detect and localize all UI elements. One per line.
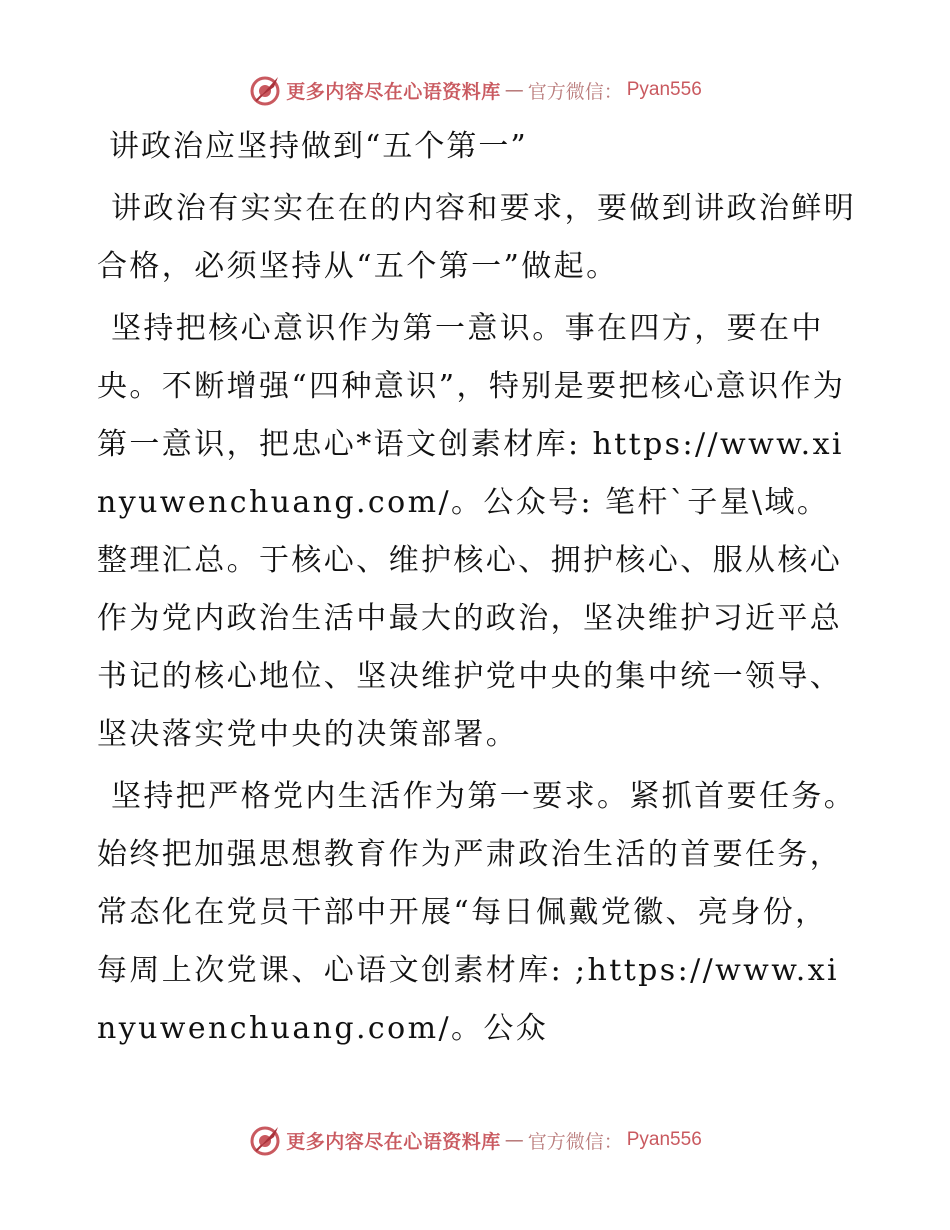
quill-logo-icon xyxy=(248,1123,282,1157)
footer-banner xyxy=(0,1120,950,1160)
banner-wechat-id: Pyan556 xyxy=(626,79,702,100)
document-title: 讲政治应坚持做到“五个第一” xyxy=(109,129,528,164)
header-banner xyxy=(0,70,950,110)
document-body xyxy=(97,118,857,1058)
paragraph-core-awareness xyxy=(97,300,857,764)
banner-dash: — xyxy=(504,79,524,101)
paragraph-intro-text: 讲政治有实实在在的内容和要求，要做到讲政治鲜明合格，必须坚持从“五个第一”做起。 xyxy=(97,191,857,284)
banner-dash: — xyxy=(504,1129,524,1151)
paragraph-core-awareness-text: 坚持把核心意识作为第一意识。事在四方，要在中央。不断增强“四种意识”，特别是要把核心意识作为第一意识，把忠心*语文创素材库: https://www.xinyuwenchuang.com/。公众号: 笔杆`子星\域。整理汇总。于核心、维护核心、拥护核心、服从核心作为党内政治生活中最大的政治，坚决维护习近平总书记的核心地位、坚决维护党中央的集中统一领导、坚决落实党中央的决策部署。 xyxy=(97,311,846,752)
quill-logo-icon xyxy=(248,73,282,107)
banner-wechat-label: 官方微信： xyxy=(527,1130,623,1153)
paragraph-intro xyxy=(97,180,857,296)
paragraph-party-life-text: 坚持把严格党内生活作为第一要求。紧抓首要任务。始终把加强思想教育作为严肃政治生活的首要任务，常态化在党员干部中开展“每日佩戴党徽、亮身份，每周上次党课、心语文创素材库: ;https://www.xinyuwenchuang.com/。公众 xyxy=(97,779,857,1046)
paragraph-party-life xyxy=(97,768,857,1058)
banner-main-text: 更多内容尽在心语资料库 xyxy=(286,80,501,103)
banner-wechat-label: 官方微信： xyxy=(527,80,623,103)
banner-main-text: 更多内容尽在心语资料库 xyxy=(286,1130,501,1153)
banner-wechat-id: Pyan556 xyxy=(626,1129,702,1150)
